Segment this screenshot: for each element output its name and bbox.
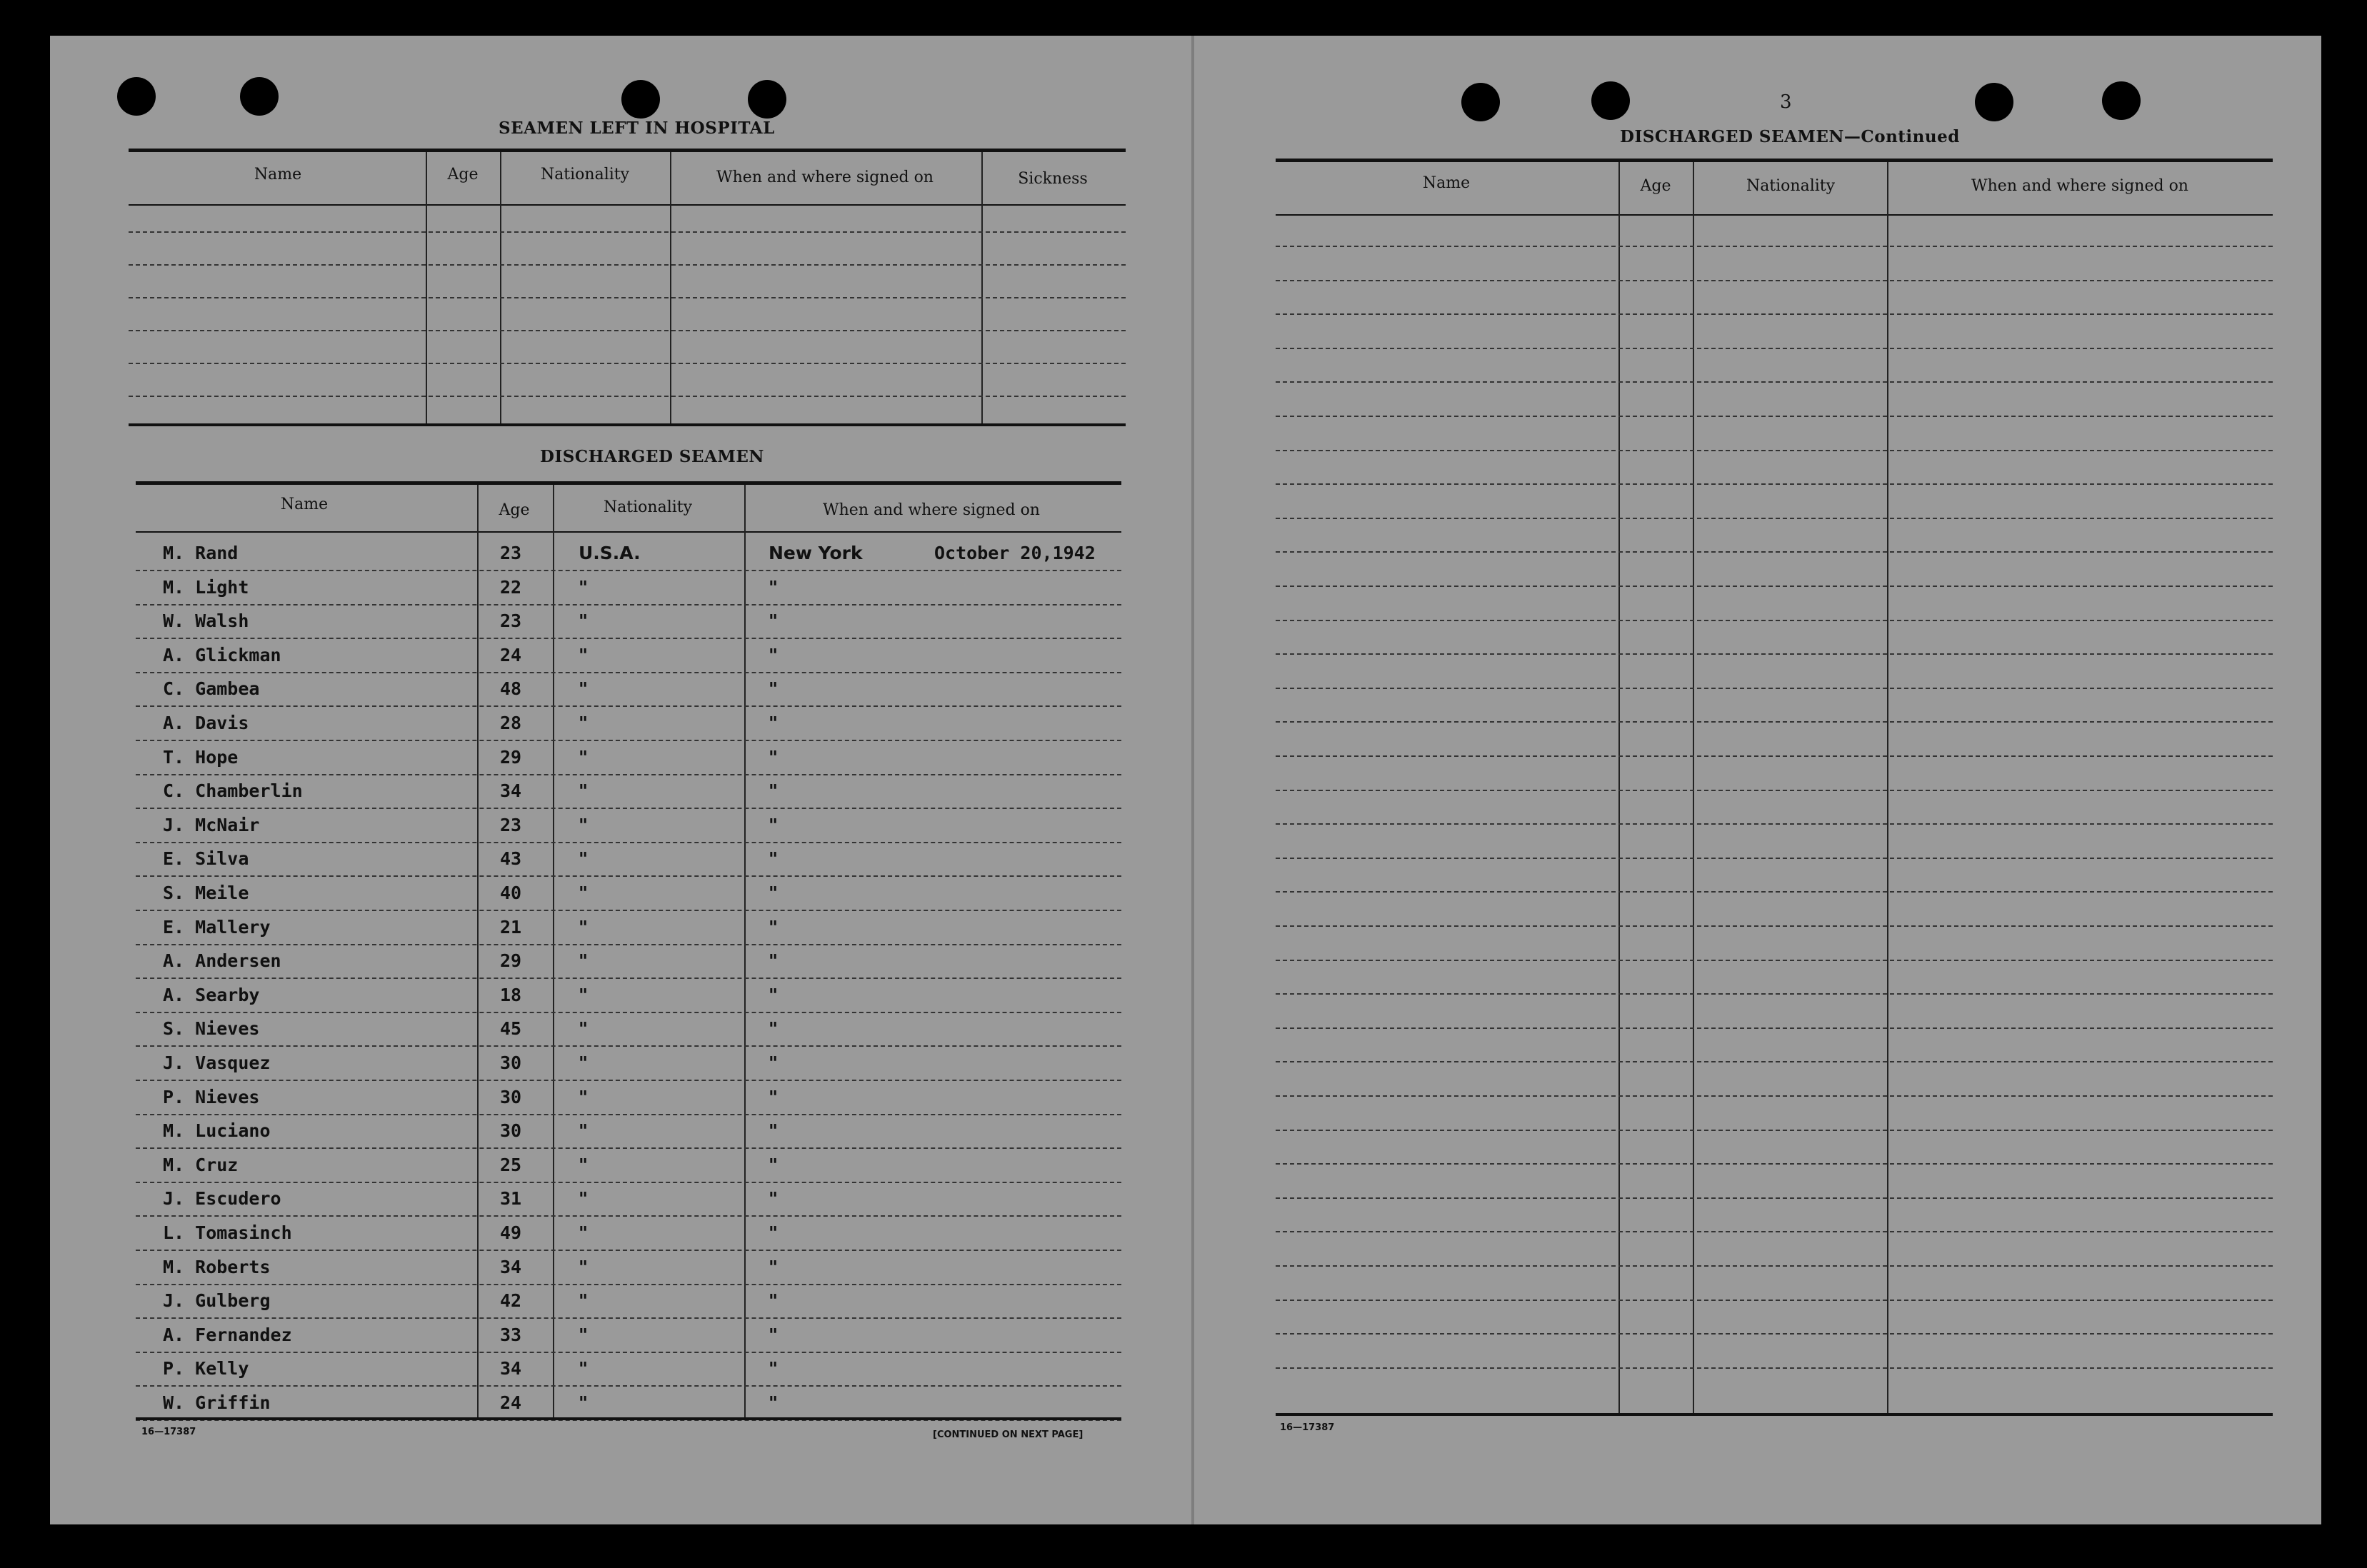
hospital-divider [670,152,671,423]
ruled-line [136,875,1121,877]
ruled-line [1276,993,2273,995]
ruled-line [1276,925,2273,927]
ruled-line [129,363,1126,364]
seaman-signed-place: " [769,1256,779,1277]
ruled-line [129,297,1126,298]
ruled-line [136,1284,1121,1285]
seaman-nationality: " [579,1392,589,1413]
ruled-line [1276,1163,2273,1165]
ruled-line [129,264,1126,266]
seaman-signed-place: " [769,1392,779,1413]
seaman-nationality: " [579,678,589,700]
seaman-age: 30 [500,1086,522,1107]
hospital-header-rule [129,204,1126,206]
ruled-line [136,842,1121,843]
seaman-age: 34 [500,780,522,802]
ruled-line [1276,1231,2273,1232]
ruled-line [136,1385,1121,1387]
right-form-number: 16—17387 [1280,1422,1335,1433]
seaman-age: 33 [500,1324,522,1345]
continued-note: [CONTINUED ON NEXT PAGE] [933,1429,1084,1440]
seaman-name: M. Roberts [163,1256,271,1277]
ruled-line [136,638,1121,639]
ruled-line [1276,1095,2273,1097]
ruled-line [1276,348,2273,349]
seaman-age: 23 [500,543,522,563]
ruled-line [136,1012,1121,1013]
seaman-age: 29 [500,746,522,768]
discharged-col-signed-on: When and where signed on [823,501,1040,519]
seaman-nationality: " [579,1222,589,1243]
ruled-line [1276,790,2273,791]
seaman-signed-place: " [769,713,779,733]
ruled-line [1276,1265,2273,1267]
ruled-line [136,1215,1121,1217]
seaman-nationality: " [579,1290,589,1312]
continued-col-nationality: Nationality [1746,177,1836,195]
seaman-name: J. Vasquez [163,1052,271,1073]
seaman-nationality: " [579,1052,589,1073]
continued-bottom-rule [1276,1413,2273,1416]
seaman-name: M. Cruz [163,1154,239,1175]
seaman-signed-place: " [769,1154,779,1175]
ruled-line [136,740,1121,741]
seaman-age: 42 [500,1290,522,1312]
ruled-line [136,808,1121,809]
continued-col-name: Name [1422,174,1471,192]
continued-top-rule [1276,159,2273,162]
seaman-name: A. Fernandez [163,1324,292,1345]
punch-hole [240,77,279,116]
seaman-name: E. Mallery [163,916,271,938]
hospital-col-sickness: Sickness [1018,170,1088,188]
ruled-line [136,570,1121,571]
seaman-signed-place: " [769,678,779,700]
continued-divider [1887,162,1888,1413]
seaman-nationality: " [579,1256,589,1277]
discharged-top-rule [136,481,1121,485]
punch-hole [117,77,156,116]
ruled-line [136,774,1121,775]
discharged-col-nationality: Nationality [603,498,693,516]
discharged-section-title: DISCHARGED SEAMEN [540,447,764,466]
seaman-signed-place: " [769,1018,779,1040]
seaman-signed-place: " [769,950,779,972]
discharged-header-rule [136,531,1121,533]
seaman-name: J. McNair [163,814,260,835]
seaman-signed-place: " [769,916,779,938]
seaman-signed-place: " [769,984,779,1005]
seaman-name: C. Gambea [163,678,260,700]
continued-header-rule [1276,214,2273,216]
seaman-name: M. Light [163,576,249,598]
seaman-age: 22 [500,576,522,598]
seaman-age: 30 [500,1120,522,1142]
ruled-line [136,1182,1121,1183]
punch-hole [2102,81,2141,120]
ruled-line [129,330,1126,331]
discharged-bottom-rule [136,1417,1121,1420]
seaman-nationality: " [579,1120,589,1142]
seaman-nationality: " [579,883,589,903]
seaman-name: C. Chamberlin [163,780,303,802]
continued-divider [1693,162,1694,1413]
ruled-line [1276,586,2273,587]
seaman-name: J. Gulberg [163,1290,271,1312]
ruled-line [129,396,1126,397]
seaman-signed-place: New York [769,543,863,563]
ruled-line [1276,755,2273,757]
seaman-nationality: " [579,1358,589,1379]
ruled-line [1276,246,2273,247]
seaman-signed-place: " [769,610,779,632]
seaman-signed-place: " [769,644,779,665]
seaman-name: A. Glickman [163,644,281,665]
ruled-line [136,672,1121,673]
seaman-nationality: " [579,576,589,598]
seaman-age: 45 [500,1018,522,1040]
ruled-line [1276,381,2273,383]
seaman-nationality: " [579,780,589,802]
discharged-col-name: Name [280,496,329,513]
hospital-col-name: Name [254,166,302,184]
seaman-nationality: " [579,1324,589,1345]
seaman-name: A. Davis [163,713,249,733]
discharged-divider [553,485,554,1417]
ruled-line [1276,483,2273,485]
seaman-name: J. Escudero [163,1188,281,1210]
seaman-age: 48 [500,678,522,700]
seaman-age: 21 [500,916,522,938]
seaman-nationality: " [579,916,589,938]
ruled-line [1276,551,2273,553]
seaman-name: S. Nieves [163,1018,260,1040]
seaman-age: 30 [500,1052,522,1073]
continued-section-title: DISCHARGED SEAMEN—Continued [1620,127,1960,146]
continued-col-signed-on: When and where signed on [1971,177,2188,195]
seaman-name: M. Rand [163,543,239,563]
seaman-signed-place: " [769,1052,779,1073]
seaman-signed-place: " [769,1222,779,1243]
seaman-signed-place: " [769,1324,779,1345]
ruled-line [1276,280,2273,281]
seaman-nationality: " [579,814,589,835]
seaman-age: 18 [500,984,522,1005]
seaman-name: S. Meile [163,883,249,903]
ruled-line [1276,1130,2273,1131]
ruled-line [1276,1367,2273,1369]
discharged-col-age: Age [499,501,530,519]
hospital-col-signed-on: When and where signed on [716,169,934,186]
seaman-nationality: " [579,713,589,733]
right-page [1194,36,2321,1524]
ruled-line [1276,518,2273,519]
hospital-bottom-rule [129,423,1126,426]
seaman-age: 31 [500,1188,522,1210]
ruled-line [136,1080,1121,1081]
seaman-age: 28 [500,713,522,733]
seaman-age: 24 [500,1392,522,1413]
ruled-line [136,1317,1121,1319]
ruled-line [136,604,1121,605]
seaman-name: W. Griffin [163,1392,271,1413]
seaman-nationality: " [579,746,589,768]
seaman-name: A. Andersen [163,950,281,972]
punch-hole [1461,83,1500,121]
ruled-line [1276,1300,2273,1301]
seaman-age: 43 [500,848,522,870]
punch-hole [621,80,660,119]
left-form-number: 16—17387 [141,1427,196,1437]
ruled-line [136,705,1121,707]
hospital-divider [981,152,983,423]
ruled-line [1276,721,2273,723]
seaman-name: T. Hope [163,746,239,768]
hospital-col-nationality: Nationality [540,166,630,184]
seaman-name: A. Searby [163,984,260,1005]
seaman-nationality: " [579,950,589,972]
seaman-signed-place: " [769,576,779,598]
ruled-line [136,1147,1121,1149]
ruled-line [1276,450,2273,451]
seaman-name: E. Silva [163,848,249,870]
seaman-age: 29 [500,950,522,972]
ruled-line [1276,1061,2273,1062]
seaman-nationality: " [579,610,589,632]
seaman-age: 40 [500,883,522,903]
page-number: 3 [1780,91,1792,113]
seaman-signed-place: " [769,746,779,768]
continued-divider [1618,162,1620,1413]
seaman-signed-place: " [769,780,779,802]
seaman-nationality: " [579,1154,589,1175]
seaman-age: 23 [500,814,522,835]
ruled-line [1276,858,2273,859]
ruled-line [1276,960,2273,961]
seaman-age: 34 [500,1358,522,1379]
seaman-signed-place: " [769,1120,779,1142]
ruled-line [1276,1027,2273,1029]
seaman-signed-place: " [769,883,779,903]
ruled-line [136,1352,1121,1353]
seaman-nationality: " [579,848,589,870]
ruled-line [136,944,1121,945]
ruled-line [136,1114,1121,1115]
seaman-age: 25 [500,1154,522,1175]
discharged-divider [744,485,746,1417]
ruled-line [136,1045,1121,1047]
hospital-divider [500,152,501,423]
seaman-age: 34 [500,1256,522,1277]
seaman-signed-place: " [769,1086,779,1107]
seaman-name: L. Tomasinch [163,1222,292,1243]
hospital-section-title: SEAMEN LEFT IN HOSPITAL [499,119,775,138]
ruled-line [136,910,1121,911]
seaman-nationality: " [579,1188,589,1210]
seaman-name: M. Luciano [163,1120,271,1142]
seaman-signed-date: October 20,1942 [934,543,1096,563]
ruled-line [1276,1197,2273,1199]
ruled-line [136,1250,1121,1251]
seaman-nationality: " [579,644,589,665]
seaman-nationality: U.S.A. [579,543,641,563]
hospital-col-age: Age [447,166,479,184]
ruled-line [1276,688,2273,689]
ruled-line [1276,416,2273,417]
ruled-line [1276,620,2273,621]
seaman-nationality: " [579,1018,589,1040]
punch-hole [748,80,786,119]
seaman-age: 49 [500,1222,522,1243]
seaman-nationality: " [579,984,589,1005]
ruled-line [1276,653,2273,655]
ruled-line [1276,313,2273,315]
seaman-signed-place: " [769,1188,779,1210]
seaman-name: P. Nieves [163,1086,260,1107]
seaman-nationality: " [579,1086,589,1107]
ruled-line [136,978,1121,979]
seaman-age: 24 [500,644,522,665]
hospital-divider [426,152,427,423]
discharged-divider [477,485,479,1417]
ruled-line [1276,1333,2273,1335]
ruled-line [129,231,1126,233]
seaman-signed-place: " [769,1290,779,1312]
ruled-line [1276,823,2273,825]
seaman-signed-place: " [769,848,779,870]
punch-hole [1591,81,1630,120]
seaman-signed-place: " [769,814,779,835]
punch-hole [1975,83,2013,121]
hospital-top-rule [129,149,1126,152]
seaman-name: W. Walsh [163,610,249,632]
ruled-line [1276,891,2273,893]
seaman-age: 23 [500,610,522,632]
seaman-signed-place: " [769,1358,779,1379]
seaman-name: P. Kelly [163,1358,249,1379]
continued-col-age: Age [1640,177,1671,195]
